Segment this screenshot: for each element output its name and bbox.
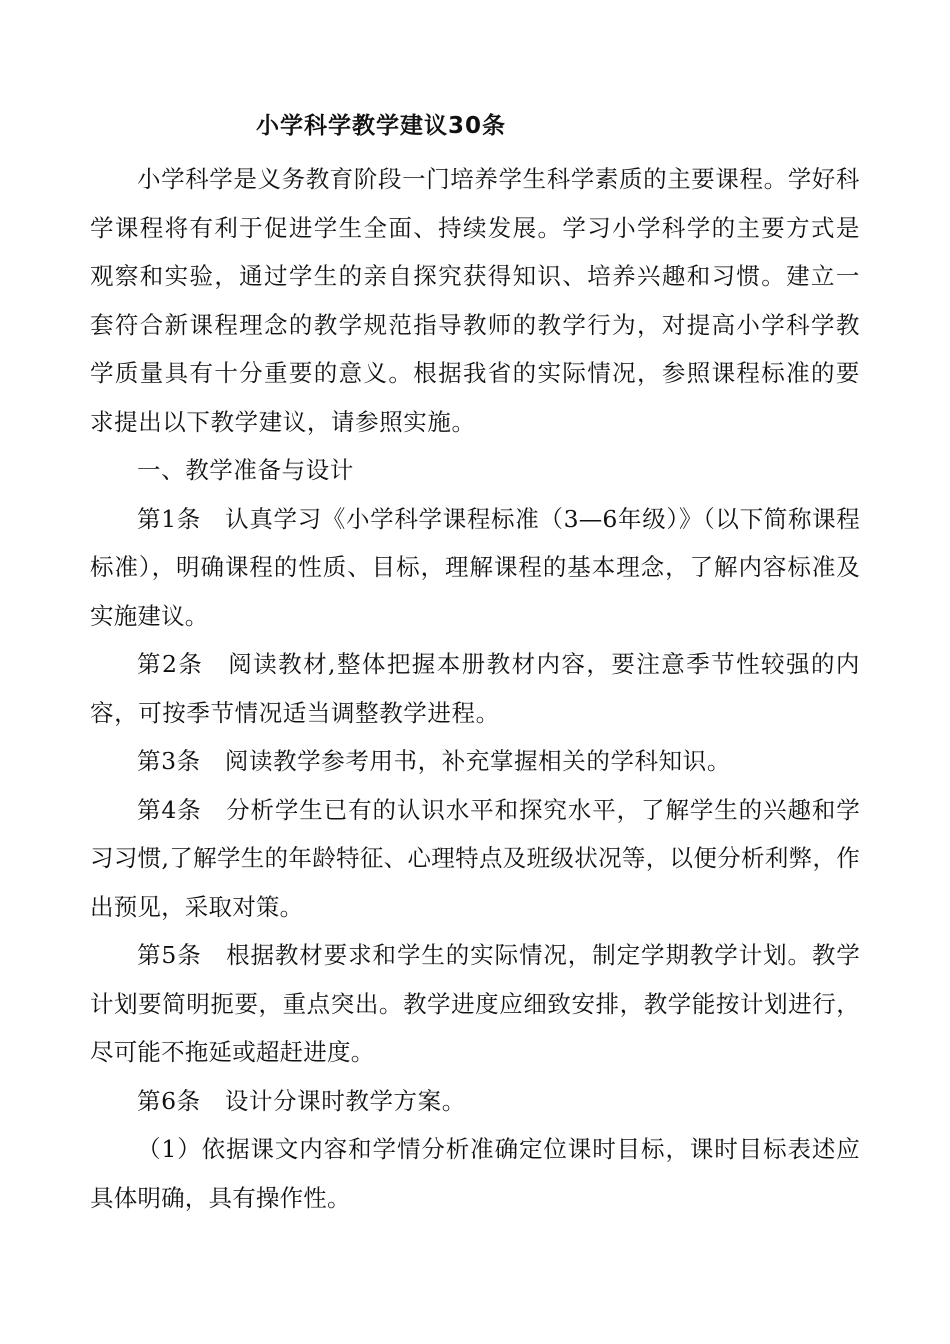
article-5-paragraph: 第5条 根据教材要求和学生的实际情况，制定学期教学计划。教学计划要简明扼要，重点突出。教学进度应细致安排，教学能按计划进行，尽可能不拖延或超赶进度。	[90, 941, 860, 1066]
article-2-paragraph: 第2条 阅读教材,整体把握本册教材内容，要注意季节性较强的内容，可按季节情况适当调整教学进程。	[90, 650, 860, 727]
article-1-paragraph: 第1条 认真学习《小学科学课程标准（3—6年级）》（以下简称课程标准），明确课程的性质、目标，理解课程的基本理念，了解内容标准及实施建议。	[90, 504, 860, 630]
intro-paragraph: 小学科学是义务教育阶段一门培养学生科学素质的主要课程。学好科学课程将有利于促进学生全面、持续发展。学习小学科学的主要方式是观察和实验，通过学生的亲自探究获得知识、培养兴趣和习惯。建立一套符合新课程理念的教学规范指导教师的教学行为，对提高小学科学教学质量具有十分重要的意义。根据我省的实际情况，参照课程标准的要求提出以下教学建议，请参照实施。	[90, 165, 860, 436]
article-6-item-1-paragraph: （1）依据课文内容和学情分析准确定位课时目标，课时目标表述应具体明确，具有操作性。	[90, 1135, 860, 1212]
article-4-paragraph: 第4条 分析学生已有的认识水平和探究水平，了解学生的兴趣和学习习惯,了解学生的年龄特征、心理特点及班级状况等，以便分析利弊，作出预见，采取对策。	[90, 795, 860, 921]
document-title: 小学科学教学建议30条	[256, 113, 507, 139]
section-heading: 一、教学准备与设计	[137, 456, 354, 484]
article-6-paragraph: 第6条 设计分课时教学方案。	[137, 1086, 466, 1115]
document-body	[90, 155, 860, 1222]
article-3-paragraph: 第3条 阅读教学参考用书，补充掌握相关的学科知识。	[137, 747, 731, 775]
